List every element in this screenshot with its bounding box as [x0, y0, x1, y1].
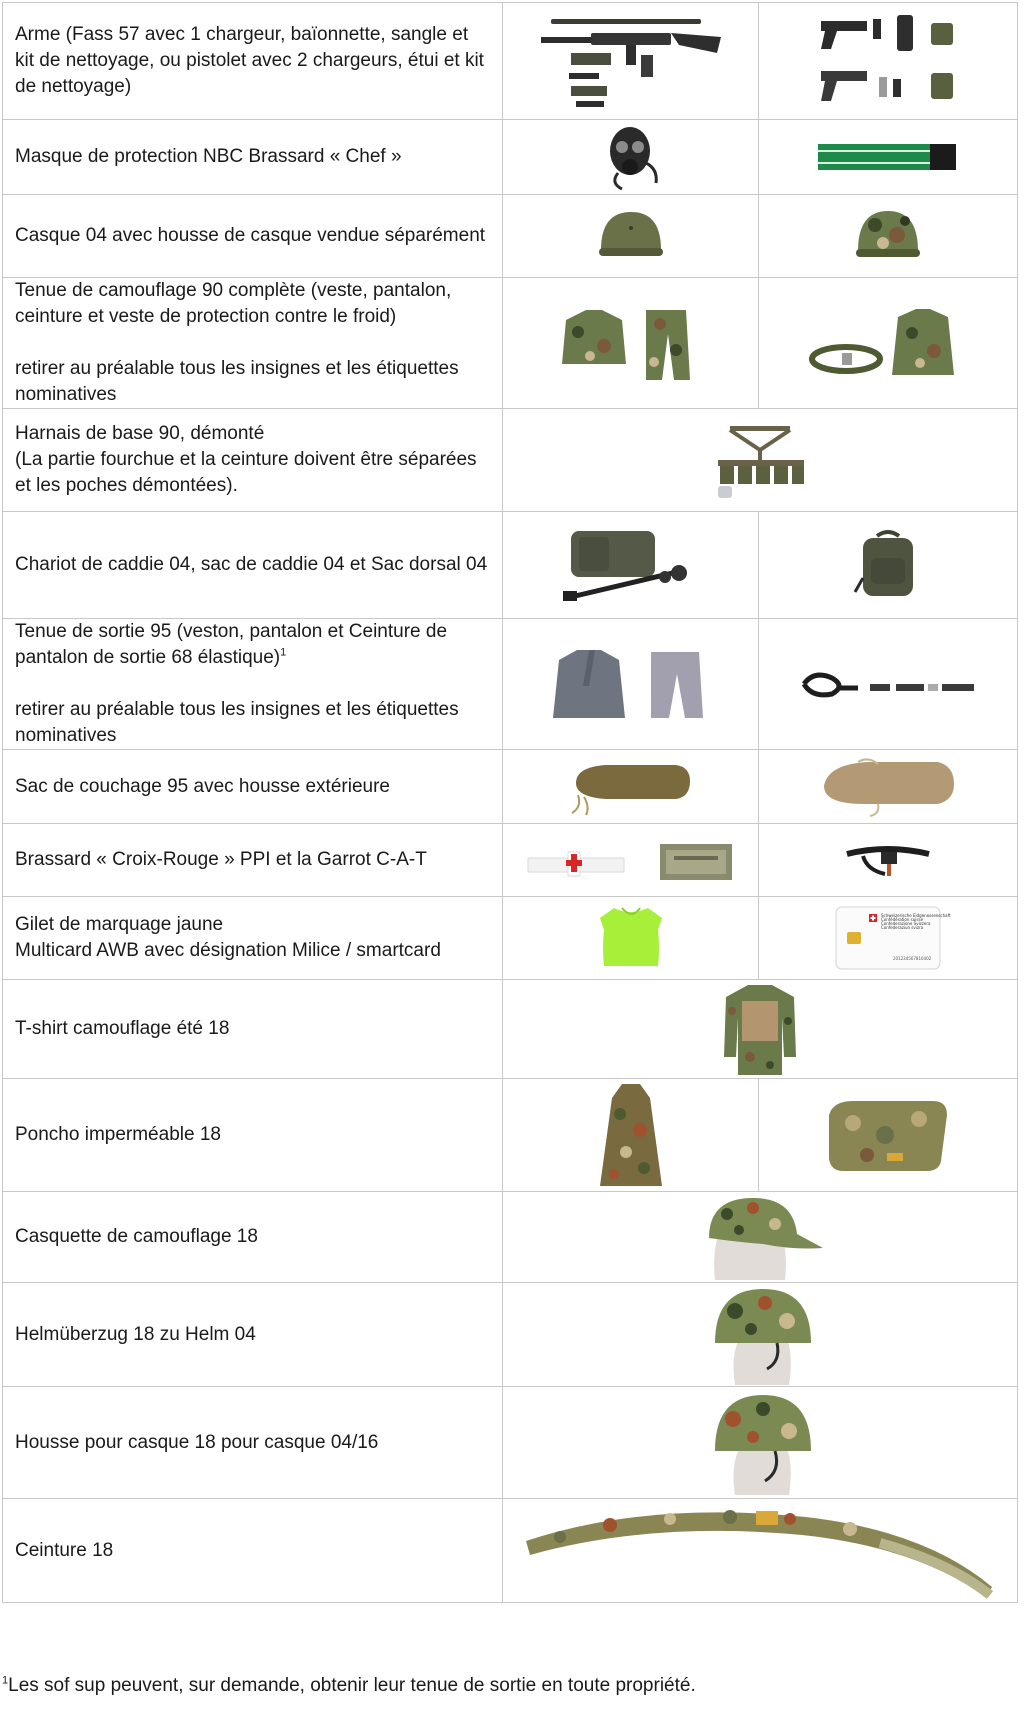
table-row	[3, 1499, 1018, 1603]
table-row	[3, 120, 1018, 195]
card-number: 201234567810402	[893, 956, 932, 961]
item-image-cell	[503, 619, 759, 750]
item-description	[3, 409, 503, 512]
table-row	[3, 512, 1018, 619]
camo-helmet-cover-icon	[853, 205, 923, 267]
item-label: Tenue de sortie 95 (veston, pantalon et Ceinture de pantalon de sortie 68 élastique)	[15, 621, 448, 668]
card-text-line: Schweizerische Eidgenossenschaft	[881, 913, 951, 918]
table-row	[3, 1079, 1018, 1192]
poncho-icon	[596, 1080, 666, 1190]
item-label: Casquette de camouflage 18	[15, 1226, 258, 1247]
table-row	[3, 824, 1018, 897]
item-image-cell	[503, 980, 1018, 1079]
item-image-cell	[503, 1499, 1018, 1603]
item-description	[3, 1192, 503, 1283]
multicard-icon	[835, 906, 951, 970]
footnote	[2, 1674, 696, 1698]
camo-cap-icon	[695, 1194, 825, 1280]
camo-tshirt-icon	[720, 981, 800, 1077]
item-image-cell	[503, 278, 759, 409]
item-image-cell	[503, 824, 759, 897]
item-description	[3, 512, 503, 619]
item-label: Casque 04 avec housse de casque vendue séparément	[15, 225, 486, 246]
item-description	[3, 195, 503, 278]
item-label: Tenue de camouflage 90 complète (veste, pantalon, ceinture et veste de protection contre le froid)	[15, 280, 452, 327]
item-image-cell	[759, 278, 1018, 409]
item-description	[3, 278, 503, 409]
harness-icon	[710, 420, 810, 500]
item-label: Chariot de caddie 04, sac de caddie 04 et Sac dorsal 04	[15, 554, 488, 575]
item-description	[3, 897, 503, 980]
card-text-line: Confédération suisse	[881, 917, 924, 922]
item-label: Masque de protection NBC Brassard « Chef »	[15, 146, 402, 167]
item-image-cell	[759, 195, 1018, 278]
item-image-cell	[503, 1387, 1018, 1499]
item-image-cell	[503, 195, 759, 278]
belt-and-cold-jacket-icon	[808, 303, 968, 383]
backpack-icon	[853, 528, 923, 602]
table-row	[3, 619, 1018, 750]
dress-uniform-icon	[551, 644, 711, 724]
card-text-line: Confederazione Svizzera	[881, 921, 931, 926]
sleeping-bag-icon	[566, 757, 696, 817]
item-image-cell	[759, 750, 1018, 824]
item-note: retirer au préalable tous les insignes et les étiquettes nominatives	[15, 358, 459, 405]
item-image-cell	[759, 619, 1018, 750]
item-description	[3, 120, 503, 195]
table-row	[3, 1192, 1018, 1283]
item-description	[3, 1283, 503, 1387]
card-text-line: Confederaziun svizra	[881, 925, 924, 930]
poncho-pouch-icon	[823, 1095, 953, 1175]
camo-uniform-icon	[556, 300, 706, 386]
sleeping-bag-cover-icon	[818, 756, 958, 818]
item-image-cell	[503, 409, 1018, 512]
table-row	[3, 3, 1018, 120]
caddie-bag-icon	[561, 523, 701, 607]
item-image-cell	[503, 120, 759, 195]
belt-18-icon	[520, 1501, 1000, 1601]
item-image-cell	[759, 120, 1018, 195]
table-row	[3, 980, 1018, 1079]
item-label: Sac de couchage 95 avec housse extérieure	[15, 775, 390, 797]
table-row	[3, 1283, 1018, 1387]
helmet-cover-0416-icon	[705, 1391, 815, 1495]
dress-belt-icon	[798, 664, 978, 704]
item-description	[3, 3, 503, 120]
item-label: T-shirt camouflage été 18	[15, 1018, 230, 1039]
item-image-cell	[503, 512, 759, 619]
helmet-cover-18-icon	[705, 1285, 815, 1385]
table-row	[3, 195, 1018, 278]
footnote-marker: 1	[2, 1674, 9, 1687]
item-description	[3, 750, 503, 824]
yellow-vest-icon	[596, 906, 666, 970]
item-description	[3, 1499, 503, 1603]
item-label: Ceinture 18	[15, 1539, 114, 1561]
armband-chef-icon	[818, 142, 958, 172]
gas-mask-icon	[596, 123, 666, 191]
item-description	[3, 980, 503, 1079]
table-row	[3, 897, 1018, 980]
tourniquet-icon	[843, 840, 933, 880]
table-row	[3, 1387, 1018, 1499]
item-label: Harnais de base 90, démonté	[15, 423, 265, 444]
item-image-cell	[503, 750, 759, 824]
item-image-cell	[503, 1192, 1018, 1283]
item-description	[3, 1079, 503, 1192]
item-label: Poncho imperméable 18	[15, 1124, 221, 1145]
item-image-cell	[759, 3, 1018, 120]
item-label: Gilet de marquage jaune	[15, 914, 224, 935]
table-row	[3, 278, 1018, 409]
item-label-detail: (La partie fourchue et la ceinture doivent être séparées et les poches démontées).	[15, 449, 477, 496]
table-row	[3, 409, 1018, 512]
item-label: Brassard « Croix-Rouge » PPI et la Garrot C-A-T	[15, 849, 427, 870]
item-description	[3, 1387, 503, 1499]
red-cross-armband-icon	[526, 838, 736, 882]
item-image-cell	[759, 824, 1018, 897]
item-image-cell	[759, 1079, 1018, 1192]
item-label-detail: Multicard AWB avec désignation Milice / smartcard	[15, 940, 441, 961]
item-image-cell	[503, 1283, 1018, 1387]
item-label: Housse pour casque 18 pour casque 04/16	[15, 1431, 379, 1453]
item-image-cell	[759, 897, 1018, 980]
item-description	[3, 619, 503, 750]
item-label: Arme (Fass 57 avec 1 chargeur, baïonnette, sangle et kit de nettoyage, ou pistolet avec 2 chargeurs, étui et kit de nettoyage)	[15, 24, 484, 97]
helmet-icon	[596, 206, 666, 266]
item-image-cell	[759, 512, 1018, 619]
rifle-kit-icon	[531, 11, 731, 111]
item-description	[3, 824, 503, 897]
item-label: Helmüberzug 18 zu Helm 04	[15, 1323, 256, 1345]
item-note: retirer au préalable tous les insignes et les étiquettes nominatives	[15, 699, 459, 746]
pistol-kit-icon	[813, 11, 963, 111]
item-image-cell	[503, 3, 759, 120]
footnote-reference: 1	[280, 646, 287, 659]
table-row	[3, 750, 1018, 824]
footnote-text: Les sof sup peuvent, sur demande, obtenir leur tenue de sortie en toute propriété.	[8, 1675, 696, 1696]
item-image-cell	[503, 1079, 759, 1192]
equipment-table	[2, 2, 1018, 1603]
item-image-cell	[503, 897, 759, 980]
